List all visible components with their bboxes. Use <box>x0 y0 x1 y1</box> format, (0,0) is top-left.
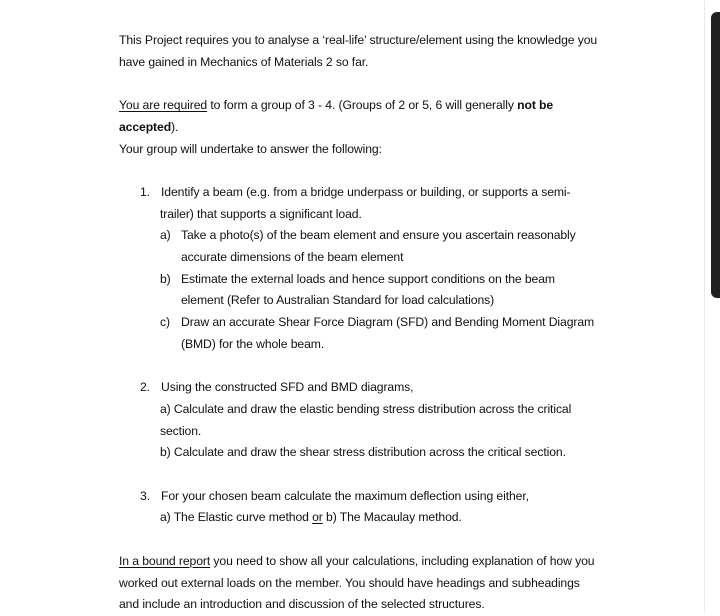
not-accepted-text: not be accepted <box>119 98 554 134</box>
sub-item-c: c) Draw an accurate Shear Force Diagram (SFD) and Bending Moment Diagram (BMD) for the whole beam. <box>160 315 595 351</box>
list-item-1: 1. Identify a beam (e.g. from a bridge underpass or building, or supports a semi- <box>119 182 603 204</box>
sub-item-2a: a) Calculate and draw the elastic bending stress distribution across the critical section. <box>160 401 572 438</box>
intro-line-2: have gained in Mechanics of Materials 2 so far. <box>119 54 369 69</box>
bound-report-label: In a bound report <box>119 553 211 568</box>
required-label: You are required <box>119 98 208 113</box>
document-body: This Project requires you to analyse a ‘real-life’ structure/element using the knowledge you have gained in Mechanics of Materials 2 so far. You are required to form a group of 3 - 4. (Groups of 2 or 5, 6 will generally not be accepted). Your group will undertake to answer the following: 1. Identify a beam (e.g. from a bridge underpass or building, or supports a semi- trailer) that supports a significant load. a) Take a photo(s) of the beam element and ensure you ascertain reasonably accurate dimensions of the beam element b) Estimate the external loads and hence support conditions on the beam element (Refer to Australian Standard for load calculations) c) Draw an accurate Shear Force Diagram (SFD) and Bending Moment Diagram (BMD) for the whole beam. 2. Using the constructed SFD and BMD diagrams, a) Calculate and draw the elastic bending stress distribution across the critical section. b) Calculate and draw the shear stress distribution across the critical section. 3. For your chosen beam calculate the maximum deflection using either, a) The Elastic curve method or b) The Macaulay method. In a bound report you need to show all your calculations, including explanation of how you worked out external loads on the member. You should have headings and subheadings and include an introduction and discussion of the selected structures. <box>119 30 603 616</box>
list-item-3: 3. For your chosen beam calculate the maximum deflection using either, <box>119 486 603 508</box>
report-line-1: In a bound report you need to show all your calculations, including explanation of how you <box>119 553 595 568</box>
report-line-3: and include an introduction and discussion of the selected structures. <box>119 597 485 612</box>
list-item-2: 2. Using the constructed SFD and BMD diagrams, <box>119 377 603 399</box>
sub-item-a: a) Take a photo(s) of the beam element and ensure you ascertain reasonably accurate dimensions of the beam element <box>160 228 576 264</box>
item-number: 2. <box>140 380 150 395</box>
sub-item-b: b) Estimate the external loads and hence support conditions on the beam element (Refer to Australian Standard for load calculations) <box>160 271 555 308</box>
report-line-2: worked out external loads on the member. You should have headings and subheadings <box>119 575 580 590</box>
group-requirement: You are required to form a group of 3 - 4. (Groups of 2 or 5, 6 will generally not be accepted). <box>119 98 554 134</box>
group-instructions: Your group will undertake to answer the following: <box>119 141 382 156</box>
sub-item-2b: b) Calculate and draw the shear stress distribution across the critical section. <box>160 445 566 460</box>
group-size-text: to form a group of 3 - 4. (Groups of 2 or 5, 6 will generally <box>207 98 518 113</box>
sub-item-3: a) The Elastic curve method or b) The Macaulay method. <box>160 510 462 525</box>
page-edge <box>704 0 705 613</box>
scrollbar-handle[interactable] <box>711 12 720 298</box>
item-number: 3. <box>140 488 150 503</box>
item-number: 1. <box>140 184 150 199</box>
intro-line-1: This Project requires you to analyse a ‘real-life’ structure/element using the knowledge you <box>119 33 598 47</box>
